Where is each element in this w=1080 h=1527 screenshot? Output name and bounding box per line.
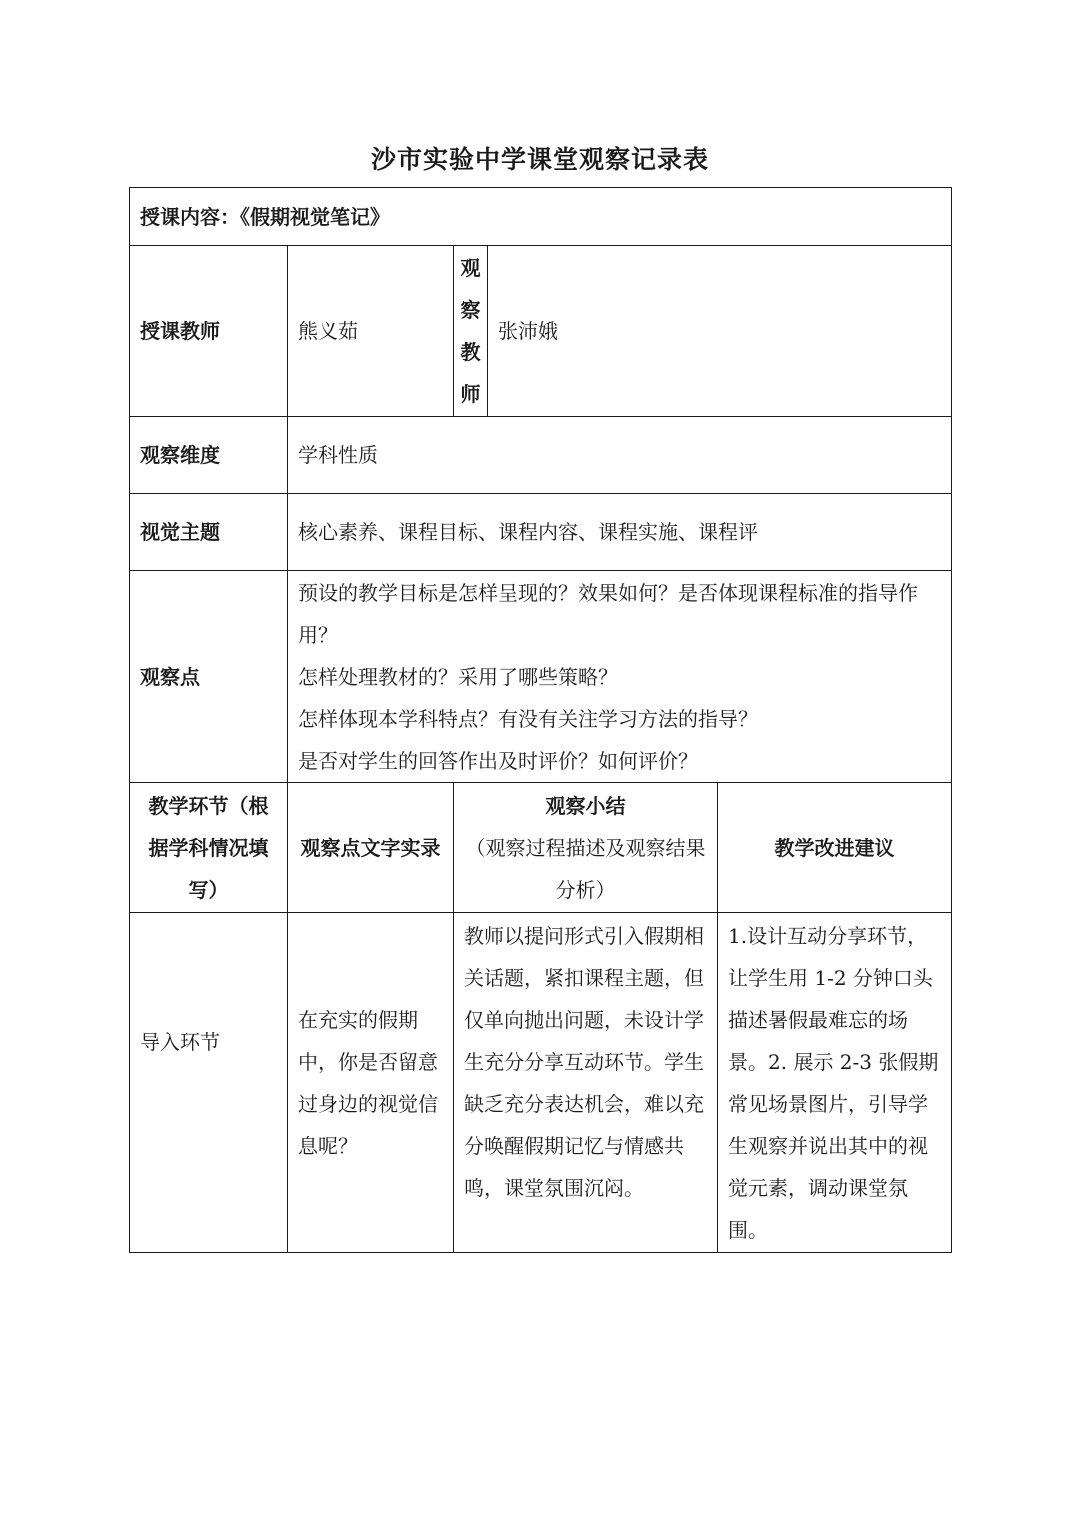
table-row (130, 913, 952, 1253)
lesson-label: 授课内容： (140, 204, 240, 229)
observer-label-cell (454, 246, 488, 417)
points-row (130, 571, 952, 783)
advice-cell: 1.设计互动分享环节，让学生用 1-2 分钟口头描述暑假最难忘的场景。2. 展示 2-3 张假期常见场景图片，引导学生观察并说出其中的视觉元素，调动课堂氛围。 (718, 913, 952, 1253)
teacher-row (130, 246, 952, 417)
observation-table (129, 187, 952, 1253)
points-label: 观察点 (130, 571, 288, 783)
header-summary-title: 观察小结 (545, 793, 626, 818)
theme-value: 核心素养、课程目标、课程内容、课程实施、课程评 (288, 494, 952, 571)
header-advice: 教学改进建议 (718, 783, 952, 913)
point-item: 预设的教学目标是怎样呈现的？效果如何？是否体现课程标准的指导作用？ (298, 580, 918, 647)
point-item: 怎样处理教材的？采用了哪些策略？ (298, 664, 618, 689)
dimension-label: 观察维度 (130, 417, 288, 494)
lesson-value: 《假期视觉笔记》 (240, 204, 390, 229)
header-record: 观察点文字实录 (288, 783, 454, 913)
theme-label: 视觉主题 (130, 494, 288, 571)
page-title: 沙市实验中学课堂观察记录表 (370, 145, 709, 174)
point-item: 是否对学生的回答作出及时评价？如何评价？ (298, 748, 698, 773)
lesson-row (130, 188, 952, 246)
points-cell (288, 571, 952, 783)
theme-row (130, 494, 952, 571)
observer-label: 观察教师 (460, 256, 481, 406)
teacher-label: 授课教师 (130, 246, 288, 417)
dimension-row (130, 417, 952, 494)
lesson-cell (130, 188, 952, 246)
point-item: 怎样体现本学科特点？有没有关注学习方法的指导？ (298, 706, 758, 731)
summary-cell: 教师以提问形式引入假期相关话题，紧扣课程主题，但仅单向抛出问题，未设计学生充分分享互动环节。学生缺乏充分表达机会，难以充分唤醒假期记忆与情感共鸣，课堂氛围沉闷。 (454, 913, 718, 1253)
header-summary (454, 783, 718, 913)
observer-value: 张沛娥 (488, 246, 952, 417)
header-summary-sub: （观察过程描述及观察结果分析） (465, 835, 706, 902)
header-stage: 教学环节（根据学科情况填写） (130, 783, 288, 913)
header-row (130, 783, 952, 913)
stage-cell: 导入环节 (130, 913, 288, 1253)
record-cell: 在充实的假期中，你是否留意过身边的视觉信息呢？ (288, 913, 454, 1253)
teacher-value: 熊义茹 (288, 246, 454, 417)
dimension-value: 学科性质 (288, 417, 952, 494)
